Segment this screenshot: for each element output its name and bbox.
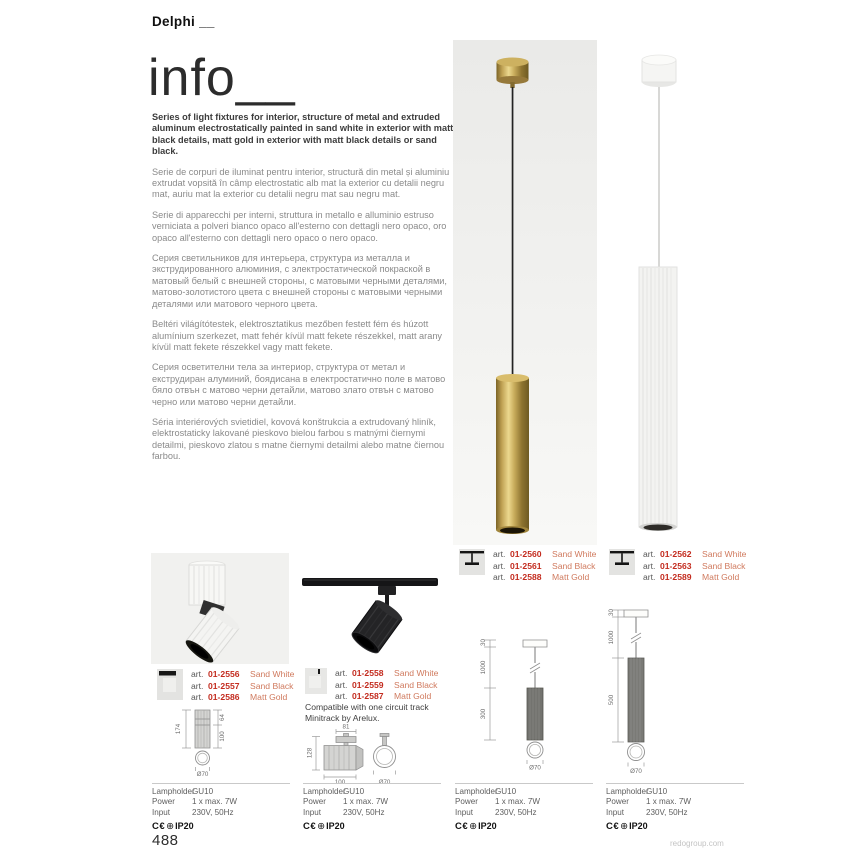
spec-row: Lampholder GU10: [152, 787, 214, 796]
spec-row: Input 230V, 50Hz: [303, 807, 385, 817]
svg-text:Ø70: Ø70: [529, 764, 541, 771]
art-label: art.: [191, 680, 204, 691]
surface-mount-icon: [157, 669, 183, 700]
spec-row: Input 230V, 50Hz: [606, 807, 688, 817]
white-pendant-photo: [610, 40, 766, 545]
insulation-class-icon: ⊕: [166, 820, 175, 832]
ip-rating: IP20: [326, 821, 345, 832]
black-track-spot-photo: [302, 560, 438, 662]
certifications: [152, 821, 290, 832]
svg-text:30: 30: [608, 609, 615, 616]
svg-text:Ø70: Ø70: [378, 779, 391, 785]
art-label: art.: [643, 572, 656, 583]
article-row: [191, 669, 294, 681]
article-row: [493, 572, 596, 584]
svg-text:64: 64: [219, 714, 226, 721]
spec-row: Input 230V, 50Hz: [455, 807, 537, 817]
description-en: Series of light fixtures for interior, structure of metal and extruded aluminum electrostatically painted in sand white in exterior with matt black details, matt gold in exterior with matt black details or sand black.: [152, 112, 454, 157]
article-row: [643, 561, 746, 573]
article-number: 01-2560: [510, 549, 542, 559]
finish-name: Matt Gold: [552, 572, 590, 583]
ip-rating: IP20: [629, 821, 648, 832]
spec-block: [606, 783, 744, 832]
spec-row: Power 1 x max. 7W: [455, 797, 540, 807]
finish-name: Sand White: [250, 669, 295, 679]
insulation-class-icon: ⊕: [317, 820, 326, 832]
ce-mark-icon: C€: [606, 820, 620, 832]
finish-name: Sand Black: [394, 679, 438, 690]
svg-text:500: 500: [608, 694, 615, 706]
article-number: 01-2563: [660, 560, 692, 571]
finish-name: Sand White: [552, 549, 597, 559]
article-row: [493, 561, 596, 573]
spec-row: Power 1 x max. 7W: [152, 797, 237, 807]
art-label: art.: [335, 691, 348, 702]
article-list-pendant-gold: [459, 549, 596, 584]
svg-text:174: 174: [175, 723, 182, 735]
article-number: 01-2558: [352, 668, 384, 678]
svg-text:81: 81: [342, 723, 350, 731]
dimension-drawing-track-spot: [306, 722, 418, 785]
description-ru: Серия светильников для интерьера, структура из металла и экструдированного алюминия, с электростатической покраской в матовый белый с внешней стороны, с матовыми черными деталями, матово-золотистого цвета с внешней стороны с матовыми черными деталями или матового черного цвета.: [152, 253, 447, 309]
article-number: 01-2561: [510, 560, 542, 571]
track-mount-icon: [305, 668, 327, 694]
description-block: [152, 112, 455, 472]
art-label: art.: [643, 560, 656, 571]
spec-row: Power 1 x max. 7W: [303, 797, 388, 807]
svg-text:1000: 1000: [608, 630, 615, 645]
svg-text:30: 30: [480, 639, 487, 646]
article-row: [191, 692, 294, 704]
finish-name: Sand Black: [702, 560, 746, 571]
svg-text:Ø70: Ø70: [196, 771, 209, 778]
article-row: [335, 680, 438, 692]
art-label: art.: [335, 668, 348, 678]
article-list-surface-spot: [157, 669, 294, 704]
insulation-class-icon: ⊕: [620, 820, 629, 832]
art-label: art.: [191, 692, 204, 703]
svg-text:128: 128: [306, 747, 314, 759]
article-row: [643, 572, 746, 584]
dimension-drawing-surface-spot: [162, 706, 257, 778]
article-row: [493, 549, 596, 561]
svg-text:300: 300: [480, 708, 487, 720]
art-label: art.: [493, 549, 506, 559]
svg-text:100: 100: [334, 779, 346, 785]
white-spot-photo: [151, 553, 289, 664]
article-number: 01-2588: [510, 572, 542, 583]
art-label: art.: [191, 669, 204, 679]
finish-name: Sand White: [394, 668, 439, 678]
art-label: art.: [493, 572, 506, 583]
description-hu: Beltéri világítótestek, elektrosztatikus mezőben festett fém és húzott alumínium szerkezet, matt fehér kívül matt fekete részekkel, matt arany kívül matt fekete részekkel vagy matt fekete.: [152, 319, 443, 352]
spec-row: Input 230V, 50Hz: [152, 807, 234, 817]
certifications: [303, 821, 441, 832]
spec-block: [152, 783, 290, 832]
article-list-pendant-white: [609, 549, 746, 584]
dimension-drawing-pendant-500: [604, 594, 704, 775]
finish-name: Matt Gold: [250, 692, 288, 703]
article-row: [643, 549, 746, 561]
dimension-drawing-pendant-300: [468, 618, 568, 771]
spec-block: [455, 783, 593, 832]
certifications: [455, 821, 593, 832]
finish-name: Matt Gold: [394, 691, 432, 702]
ip-rating: IP20: [175, 821, 194, 832]
article-number: 01-2556: [208, 669, 240, 679]
article-row: [191, 681, 294, 693]
page-number: 488: [152, 832, 179, 849]
svg-text:100: 100: [219, 731, 226, 742]
collection-name: Delphi __: [152, 14, 215, 29]
article-number: 01-2557: [208, 680, 240, 691]
finish-name: Sand Black: [250, 680, 294, 691]
svg-text:Ø70: Ø70: [630, 768, 642, 775]
page-title: info__: [148, 49, 296, 107]
finish-name: Sand White: [702, 549, 747, 559]
spec-row: Lampholder GU10: [455, 787, 517, 796]
art-label: art.: [493, 560, 506, 571]
article-number: 01-2587: [352, 691, 384, 702]
art-label: art.: [643, 549, 656, 559]
ip-rating: IP20: [478, 821, 497, 832]
spec-row: Power 1 x max. 7W: [606, 797, 691, 807]
ce-mark-icon: C€: [303, 820, 317, 832]
article-number: 01-2586: [208, 692, 240, 703]
article-number: 01-2559: [352, 679, 384, 690]
description-sk: Séria interiérových svietidiel, kovová konštrukcia a extrudovaný hliník, elektrostaticky lakované pieskovo bielou farbou s matnými čiernymi detailmi, pieskovo zlatou s matne čiernymi detailmi alebo matne čiernou farbou.: [152, 416, 445, 462]
insulation-class-icon: ⊕: [469, 820, 478, 832]
article-list-track-spot: [305, 668, 438, 703]
certifications: [606, 821, 744, 832]
pendant-mount-icon: [459, 549, 485, 575]
spec-row: Lampholder GU10: [303, 787, 365, 796]
finish-name: Sand Black: [552, 560, 596, 571]
spec-row: Lampholder GU10: [606, 787, 668, 796]
ce-mark-icon: C€: [455, 820, 469, 832]
finish-name: Matt Gold: [702, 572, 740, 583]
art-label: art.: [335, 679, 348, 690]
gold-pendant-photo: [453, 40, 597, 545]
svg-text:1000: 1000: [480, 660, 487, 675]
description-ro: Serie de corpuri de iluminat pentru interior, structură din metal și aluminiu extrudat vopsită în câmp electrostatic alb mat la exterior cu detalii negru mat, auriu mat la exterior cu detalii negru mat sau negru mat.: [152, 166, 450, 200]
description-bg: Серия осветителни тела за интериор, структура от метал и екструдиран алуминий, боядисана в електростатично поле в матово бяло отвън с матово черни детайли, матово злато отвън с матово черно или матово черни детайли.: [152, 362, 446, 407]
website-url: redogroup.com: [670, 839, 724, 848]
description-it: Serie di apparecchi per interni, struttura in metallo e alluminio estruso verniciata a polveri bianco opaco all'esterno con dettagli nero opaco, oro opaco all'esterno con dettagli nero opaco o nero opaco.: [152, 209, 447, 243]
article-row: [335, 668, 438, 680]
article-number: 01-2562: [660, 549, 692, 559]
track-compatibility-note: Compatible with one circuit track Minitrack by Arelux.: [305, 702, 429, 723]
article-number: 01-2589: [660, 572, 692, 583]
spec-block: [303, 783, 441, 832]
pendant-mount-icon: [609, 549, 635, 575]
ce-mark-icon: C€: [152, 820, 166, 832]
